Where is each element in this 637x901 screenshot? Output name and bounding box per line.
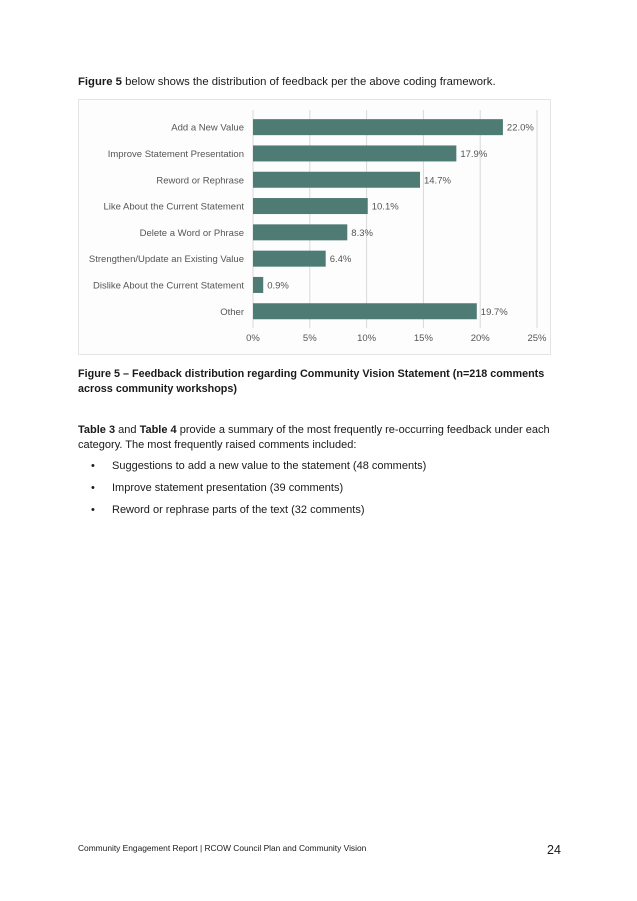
category-label: Strengthen/Update an Existing Value: [88, 254, 244, 266]
value-label: 17.9%: [460, 148, 488, 160]
value-label: 14.7%: [423, 175, 451, 187]
bullet-dot-icon: •: [91, 482, 95, 494]
x-tick-label: 5%: [302, 333, 317, 344]
summary-text: provide a summary of the most frequently re-occurring feedback under each category. The most frequently raised comments included:: [78, 424, 550, 451]
bar: [253, 119, 503, 135]
category-label: Improve Statement Presentation: [107, 148, 244, 160]
table-4-ref: Table 4: [139, 424, 177, 436]
x-tick-label: 0%: [246, 333, 260, 344]
value-label: 19.7%: [480, 306, 508, 318]
bullet-item: [78, 502, 426, 524]
bar: [253, 198, 368, 214]
value-label: 10.1%: [371, 201, 399, 213]
footer-text: Community Engagement Report | RCOW Council Plan and Community Vision: [78, 843, 367, 853]
value-label: 22.0%: [506, 122, 534, 134]
value-label: 6.4%: [329, 254, 352, 266]
chart-svg: [79, 100, 552, 356]
bar: [253, 251, 326, 267]
bullet-text: Reword or rephrase parts of the text (32 comments): [112, 504, 365, 516]
x-tick-label: 15%: [413, 333, 433, 344]
feedback-bar-chart: [78, 99, 551, 355]
bullet-item: [78, 458, 426, 480]
value-label: 8.3%: [351, 227, 373, 239]
bar: [253, 145, 456, 161]
x-tick-label: 10%: [357, 333, 377, 344]
category-label: Other: [220, 306, 244, 318]
bullet-text: Suggestions to add a new value to the statement (48 comments): [112, 460, 427, 472]
comment-bullet-list: [78, 458, 426, 524]
bar: [253, 224, 347, 240]
category-label: Reword or Rephrase: [156, 175, 244, 187]
page-number: 24: [547, 843, 561, 857]
bullet-item: [78, 480, 426, 502]
bullet-dot-icon: •: [91, 460, 95, 472]
x-tick-label: 25%: [527, 333, 547, 344]
figure-caption: Figure 5 – Feedback distribution regarding Community Vision Statement (n=218 comments across community workshops): [78, 368, 545, 395]
table-3-ref: Table 3: [78, 424, 116, 436]
bar: [253, 277, 263, 293]
summary-and: and: [115, 424, 140, 436]
category-label: Delete a Word or Phrase: [139, 227, 244, 239]
value-label: 0.9%: [267, 280, 289, 292]
bar: [253, 172, 420, 188]
intro-text: below shows the distribution of feedback per the above coding framework.: [121, 76, 496, 88]
summary-paragraph: [78, 423, 564, 453]
bullet-dot-icon: •: [91, 504, 95, 516]
category-label: Add a New Value: [171, 122, 244, 134]
category-label: Like About the Current Statement: [103, 201, 244, 213]
bar: [253, 303, 477, 319]
bullet-text: Improve statement presentation (39 comments): [112, 482, 344, 494]
category-label: Dislike About the Current Statement: [92, 280, 244, 292]
x-tick-label: 20%: [470, 333, 490, 344]
figure-ref: Figure 5: [78, 76, 122, 88]
intro-paragraph: [78, 76, 496, 88]
